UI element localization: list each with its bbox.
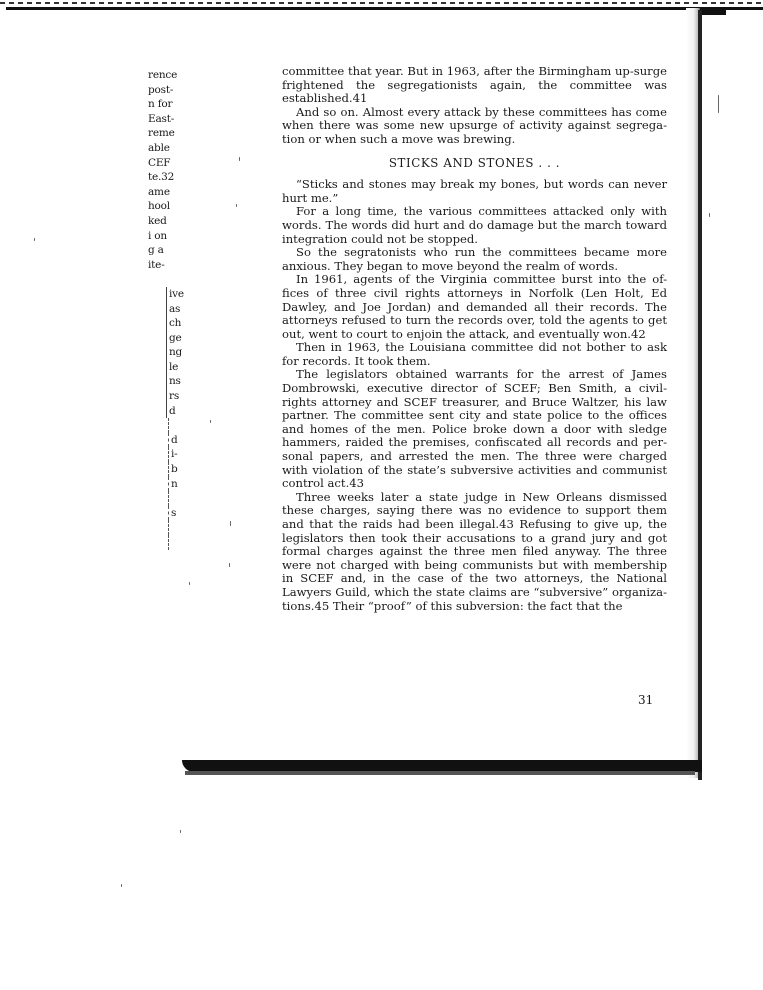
margin-fragment: ng [166,345,188,360]
margin-fragment: i- [168,447,188,462]
page-top-border [6,7,763,10]
margin-fragment: n [168,477,188,492]
margin-fragment: as [166,302,188,317]
scan-speck [210,420,211,423]
scan-speck [189,582,190,585]
body-paragraph: In 1961, agents of the Virginia committee burst into the of-fices of three civil rights attorneys in Norfolk (Len Holt, Ed Dawley, and Joe Jordan) and demanded all their records. The attorneys refused to turn the records over, told the agents to get out, went to court to enjoin the attack, and eventually won.42 [282,272,667,341]
page-number: 31 [638,693,654,707]
margin-fragment: CEF [148,156,171,169]
page-body [282,65,667,613]
margin-fragment [168,520,188,535]
margin-fragment [168,418,188,433]
margin-fragment: s [168,506,188,521]
scan-speck [229,563,230,567]
scan-speck [230,521,231,526]
margin-fragment: ame [148,185,170,198]
margin-fragment: b [168,462,188,477]
margin-fragment: post- [148,83,174,96]
margin-fragment: ite- [148,258,165,271]
margin-fragment: i on [148,229,167,242]
perforation-edge [0,0,763,6]
margin-fragment: rs [166,389,188,404]
page-right-edge [698,10,702,780]
body-paragraph: For a long time, the various committees attacked only with words. The words did hurt and do damage but the march toward integration could not be stopped. [282,204,667,246]
scan-speck [709,213,710,217]
margin-fragment: d [168,433,188,448]
margin-fragment: hool [148,200,170,213]
margin-fragment: ge [166,331,188,346]
margin-fragment: g a [148,244,164,257]
margin-fragment: n for [148,98,173,111]
margin-fragment: reme [148,127,175,140]
margin-fragment [148,272,188,287]
body-paragraph: “Sticks and stones may break my bones, but words can never hurt me.” [282,177,667,205]
scan-speck [718,95,719,113]
scan-speck [34,238,35,241]
margin-fragment: able [148,141,170,154]
body-paragraph: Three weeks later a state judge in New Orleans dismissed these charges, saying there was no evidence to support them and that the raids had been illegal.43 Refusing to give up, the legislators then took their accusations to a grand jury and got formal charges against the three men filed anyway. The three were not charged with being communists but with membership in SCEF and, in the case of the two attorneys, the National Lawyers Guild, which the state claims are “subversive” organiza-tions.45 Their “proof” of this subversion: the fact that the [282,489,667,613]
body-paragraph: So the segratonists who run the committees became more anxious. They began to move beyond the realm of words. [282,245,667,273]
margin-fragment: ive [166,287,188,302]
body-paragraph: The legislators obtained warrants for the arrest of James Dombrowski, executive director of SCEF; Ben Smith, a civil-rights attorney and SCEF treasurer, and Bruce Waltzer, his law partner. The committee sent city and state police to the offices and homes of the men. Police broke down a door with sledge hammers, raided the premises, confiscated all records and per-sonal papers, and arrested the men. The three were charged with violation of the state’s subversive activities and communist control act.43 [282,367,667,491]
scan-speck [180,830,181,833]
margin-fragment: ns [166,374,188,389]
margin-fragment [168,491,188,506]
margin-fragment: te.32 [148,171,175,184]
scan-speck [239,157,240,161]
body-paragraph: Then in 1963, the Louisiana committee did not bother to ask for records. It took them. [282,340,667,368]
margin-fragment: rence [148,69,178,81]
body-paragraph: And so on. Almost every attack by these committees has come when there was some new upsurge of activity against segrega-tion or when such a move was brewing. [282,104,667,146]
page-bottom-shadow [185,771,695,775]
facing-page-margin-text [148,68,188,550]
margin-fragment: East- [148,112,175,125]
margin-fragment: le [166,360,188,375]
margin-fragment [168,535,188,550]
scan-speck [121,884,122,887]
section-heading: STICKS AND STONES . . . [388,155,561,170]
margin-fragment: d [166,404,188,419]
margin-fragment: ked [148,214,167,227]
scan-speck [236,204,237,207]
body-paragraph: committee that year. But in 1963, after the Birmingham up-surge frightened the segregationists again, the committee was established.41 [282,64,667,106]
margin-fragment: ch [166,316,188,331]
